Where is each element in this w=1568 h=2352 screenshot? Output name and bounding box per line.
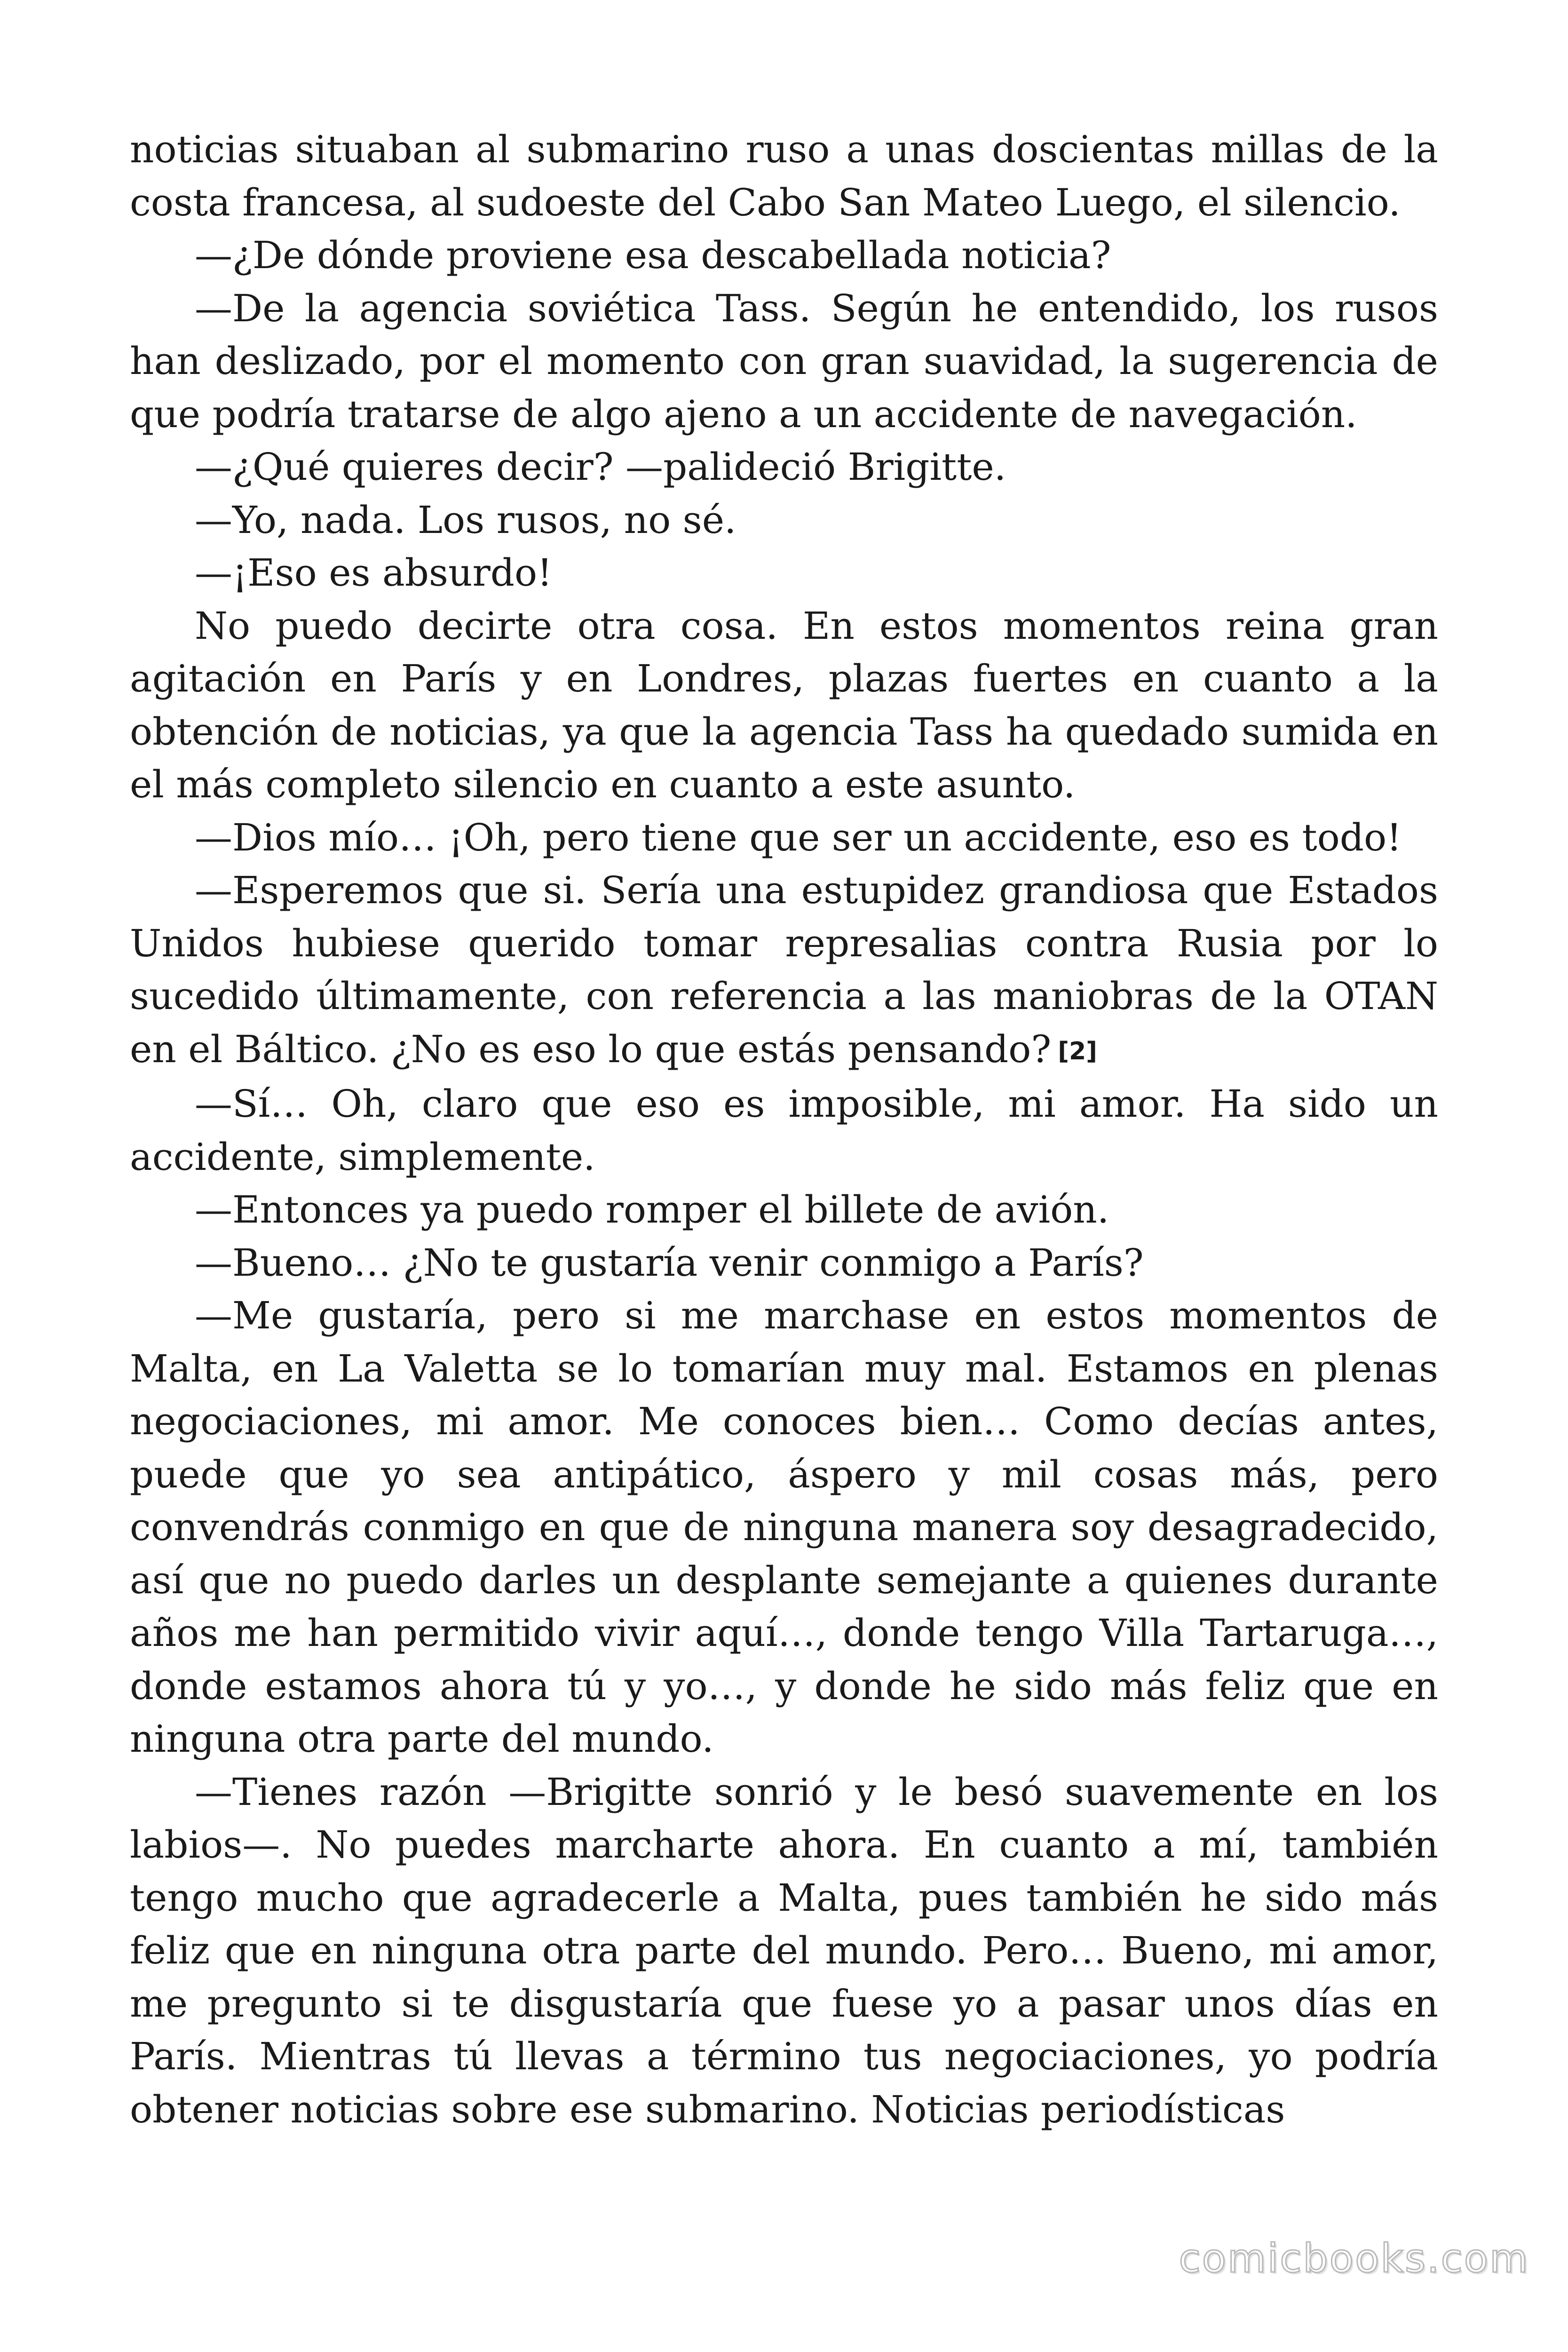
footnote-reference-link[interactable]: [2] (1058, 1037, 1097, 1065)
paragraph-text: —¿Qué quieres decir? —palideció Brigitte. (195, 445, 1006, 489)
paragraph-text: —¿De dónde proviene esa descabellada noticia? (195, 233, 1111, 277)
paragraph-13 (130, 1289, 1438, 1766)
paragraph-7 (130, 600, 1438, 811)
paragraph-text: —Dios mío… ¡Oh, pero tiene que ser un accidente, eso es todo! (195, 815, 1402, 859)
site-watermark: comicbooks.com (1179, 2235, 1529, 2281)
paragraph-12 (130, 1237, 1438, 1290)
paragraph-9 (130, 864, 1438, 1078)
paragraph-4 (130, 441, 1438, 494)
paragraph-text: —Tienes razón —Brigitte sonrió y le besó suavemente en los labios—. No puedes marcharte ahora. En cuanto a mí, también tengo mucho que agradecerle a Malta, pues también he sido más feliz que en ninguna otra parte del mundo. Pero… Bueno, mi amor, me pregunto si te disgustaría que fuese yo a pasar unos días en París. Mientras tú llevas a término tus negociaciones, yo podría obtener noticias sobre ese submarino. Noticias periodísticas (130, 1770, 1438, 2131)
paragraph-text: —Yo, nada. Los rusos, no sé. (195, 498, 736, 542)
paragraph-11 (130, 1184, 1438, 1237)
paragraph-text: noticias situaban al submarino ruso a unas doscientas millas de la costa francesa, al sudoeste del Cabo San Mateo Luego, el silencio. (130, 127, 1438, 224)
paragraph-3 (130, 282, 1438, 441)
paragraph-8 (130, 811, 1438, 865)
paragraph-text: —¡Eso es absurdo! (195, 551, 553, 595)
paragraph-text: —Esperemos que si. Sería una estupidez grandiosa que Estados Unidos hubiese querido tomar represalias contra Rusia por lo sucedido últimamente, con referencia a las maniobras de la OTAN en el Báltico. ¿No es eso lo que estás pensando? (130, 868, 1438, 1071)
paragraph-text: No puedo decirte otra cosa. En estos momentos reina gran agitación en París y en Londres, plazas fuertes en cuanto a la obtención de noticias, ya que la agencia Tass ha quedado sumida en el más completo silencio en cuanto a este asunto. (130, 604, 1438, 806)
paragraph-14 (130, 1766, 1438, 2137)
paragraph-text: —Bueno… ¿No te gustaría venir conmigo a París? (195, 1240, 1144, 1285)
paragraph-text: —Sí… Oh, claro que eso es imposible, mi amor. Ha sido un accidente, simplemente. (130, 1082, 1438, 1179)
paragraph-1 (130, 123, 1438, 229)
paragraph-2 (130, 229, 1438, 282)
paragraph-5 (130, 494, 1438, 547)
page-body (130, 123, 1438, 2136)
paragraph-6 (130, 547, 1438, 600)
paragraph-10 (130, 1078, 1438, 1184)
paragraph-text: —Me gustaría, pero si me marchase en estos momentos de Malta, en La Valetta se lo tomarían muy mal. Estamos en plenas negociaciones, mi amor. Me conoces bien… Como decías antes, puede que yo sea antipático, áspero y mil cosas más, pero convendrás conmigo en que de ninguna manera soy desagradecido, así que no puedo darles un desplante semejante a quienes durante años me han permitido vivir aquí…, donde tengo Villa Tartaruga…, donde estamos ahora tú y yo…, y donde he sido más feliz que en ninguna otra parte del mundo. (130, 1294, 1438, 1761)
paragraph-text: —Entonces ya puedo romper el billete de avión. (195, 1188, 1109, 1232)
paragraph-text: —De la agencia soviética Tass. Según he entendido, los rusos han deslizado, por el momento con gran suavidad, la sugerencia de que podría tratarse de algo ajeno a un accidente de navegación. (130, 286, 1438, 436)
